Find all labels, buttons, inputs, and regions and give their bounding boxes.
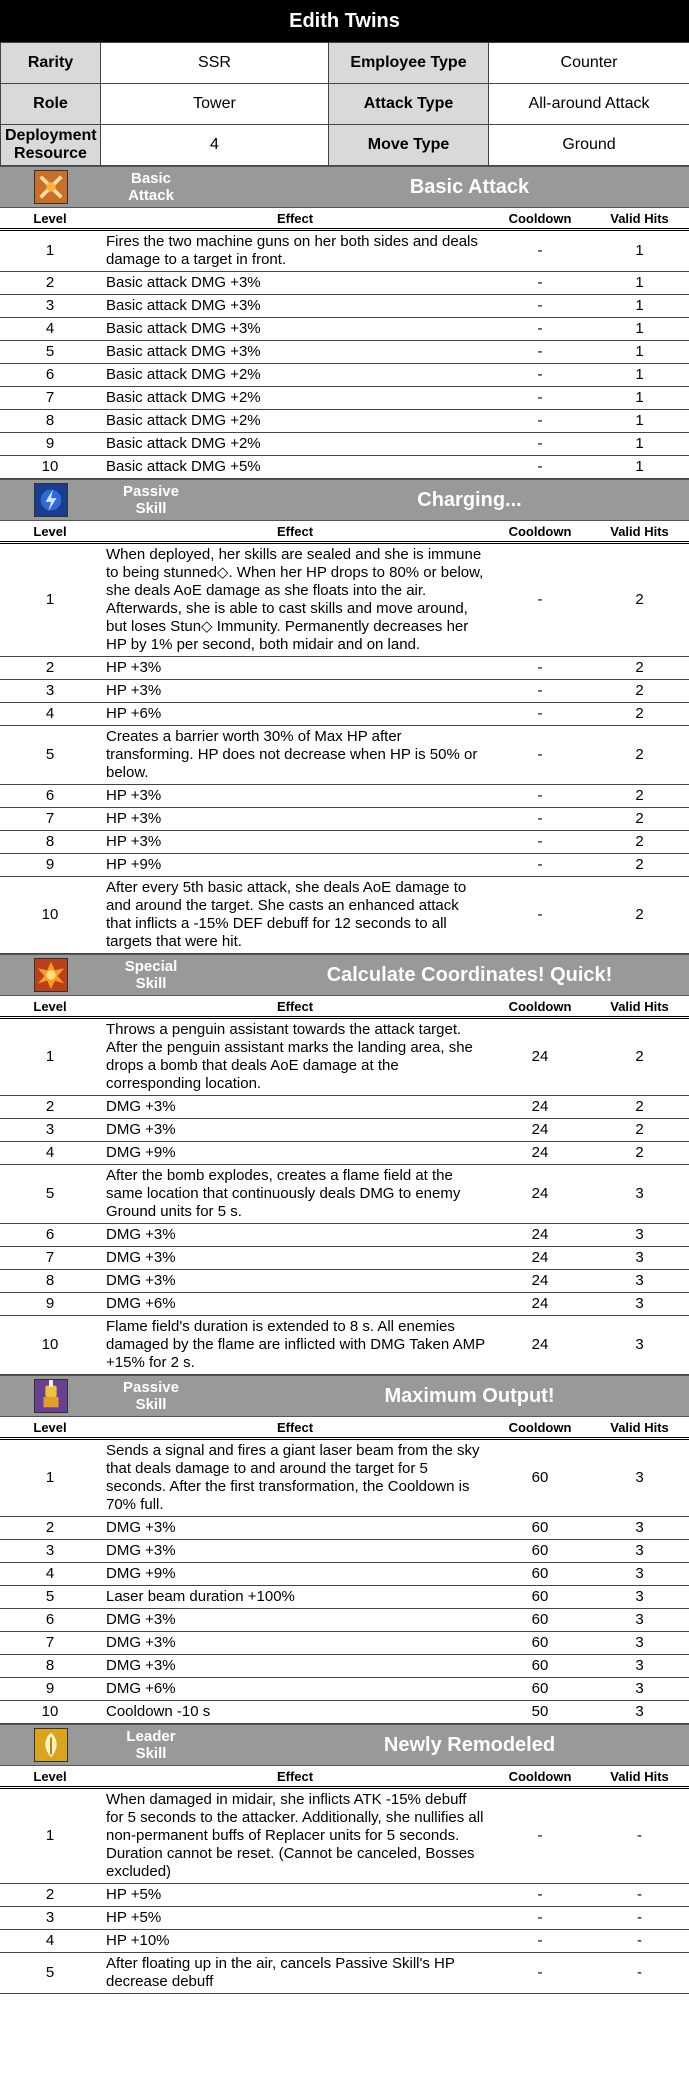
cooldown-cell: - bbox=[490, 1788, 590, 1884]
valid-hits-cell: - bbox=[590, 1884, 689, 1907]
skill-level-table bbox=[0, 996, 689, 1375]
valid-hits-cell: 2 bbox=[590, 1018, 689, 1096]
effect-cell: DMG +3% bbox=[100, 1247, 490, 1270]
valid-hits-cell: 2 bbox=[590, 543, 689, 657]
cooldown-cell: - bbox=[490, 854, 590, 877]
skill-level-table bbox=[0, 521, 689, 954]
level-column-header: Level bbox=[0, 208, 100, 230]
effect-cell: HP +9% bbox=[100, 854, 490, 877]
cooldown-cell: - bbox=[490, 272, 590, 295]
valid-hits-column-header: Valid Hits bbox=[590, 1417, 689, 1439]
skill-section bbox=[0, 479, 689, 954]
table-row bbox=[0, 1293, 689, 1316]
level-cell: 1 bbox=[0, 1788, 100, 1884]
level-column-header: Level bbox=[0, 521, 100, 543]
cooldown-column-header: Cooldown bbox=[490, 996, 590, 1018]
effect-cell: Sends a signal and fires a giant laser beam from the sky that deals damage to and around the target for 5 seconds. After the first transformation, the Cooldown is 70% full. bbox=[100, 1439, 490, 1517]
deployment-label: Deployment Resource bbox=[1, 125, 101, 166]
table-row bbox=[0, 1439, 689, 1517]
table-header-row bbox=[0, 208, 689, 230]
valid-hits-column-header: Valid Hits bbox=[590, 1766, 689, 1788]
level-cell: 1 bbox=[0, 230, 100, 272]
cooldown-cell: 60 bbox=[490, 1517, 590, 1540]
cooldown-cell: 24 bbox=[490, 1096, 590, 1119]
cooldown-cell: - bbox=[490, 877, 590, 954]
skill-type-label: Passive Skill bbox=[123, 1379, 179, 1413]
valid-hits-cell: 3 bbox=[590, 1609, 689, 1632]
cooldown-cell: - bbox=[490, 703, 590, 726]
level-cell: 10 bbox=[0, 1701, 100, 1724]
skill-level-table bbox=[0, 208, 689, 479]
level-cell: 5 bbox=[0, 341, 100, 364]
cooldown-column-header: Cooldown bbox=[490, 521, 590, 543]
valid-hits-cell: 3 bbox=[590, 1165, 689, 1224]
level-cell: 5 bbox=[0, 1165, 100, 1224]
effect-cell: Basic attack DMG +2% bbox=[100, 364, 490, 387]
valid-hits-cell: 1 bbox=[590, 272, 689, 295]
level-cell: 2 bbox=[0, 1884, 100, 1907]
effect-cell: After floating up in the air, cancels Passive Skill's HP decrease debuff bbox=[100, 1953, 490, 1994]
level-cell: 2 bbox=[0, 657, 100, 680]
table-row bbox=[0, 433, 689, 456]
level-cell: 3 bbox=[0, 1540, 100, 1563]
effect-cell: HP +3% bbox=[100, 831, 490, 854]
level-cell: 9 bbox=[0, 1293, 100, 1316]
table-row bbox=[0, 1018, 689, 1096]
skill-section bbox=[0, 166, 689, 479]
table-row bbox=[0, 230, 689, 272]
skill-name: Basic Attack bbox=[409, 176, 530, 198]
info-row bbox=[1, 84, 689, 125]
skills-container bbox=[0, 166, 689, 1994]
level-cell: 8 bbox=[0, 410, 100, 433]
valid-hits-cell: 2 bbox=[590, 1119, 689, 1142]
cooldown-cell: - bbox=[490, 808, 590, 831]
valid-hits-cell: 2 bbox=[590, 877, 689, 954]
table-row bbox=[0, 1632, 689, 1655]
cooldown-cell: 60 bbox=[490, 1540, 590, 1563]
table-row bbox=[0, 726, 689, 785]
valid-hits-cell: 1 bbox=[590, 456, 689, 479]
valid-hits-cell: 2 bbox=[590, 831, 689, 854]
leader-emblem-icon bbox=[34, 1728, 68, 1762]
valid-hits-column-header: Valid Hits bbox=[590, 208, 689, 230]
table-row bbox=[0, 831, 689, 854]
cooldown-cell: - bbox=[490, 1953, 590, 1994]
skill-header bbox=[0, 166, 689, 208]
effect-cell: HP +6% bbox=[100, 703, 490, 726]
valid-hits-cell: - bbox=[590, 1930, 689, 1953]
valid-hits-cell: 3 bbox=[590, 1563, 689, 1586]
level-cell: 7 bbox=[0, 1247, 100, 1270]
level-cell: 1 bbox=[0, 1439, 100, 1517]
table-header-row bbox=[0, 1417, 689, 1439]
cooldown-cell: 24 bbox=[490, 1247, 590, 1270]
cooldown-cell: 24 bbox=[490, 1018, 590, 1096]
effect-cell: Laser beam duration +100% bbox=[100, 1586, 490, 1609]
level-cell: 6 bbox=[0, 1609, 100, 1632]
cooldown-cell: - bbox=[490, 364, 590, 387]
cooldown-cell: - bbox=[490, 657, 590, 680]
info-row bbox=[1, 43, 689, 84]
effect-cell: DMG +3% bbox=[100, 1119, 490, 1142]
cooldown-cell: - bbox=[490, 318, 590, 341]
info-table bbox=[0, 42, 689, 166]
skill-section bbox=[0, 1375, 689, 1724]
skill-name: Maximum Output! bbox=[384, 1385, 555, 1407]
effect-cell: Basic attack DMG +2% bbox=[100, 387, 490, 410]
cooldown-cell: - bbox=[490, 433, 590, 456]
level-cell: 10 bbox=[0, 456, 100, 479]
level-column-header: Level bbox=[0, 1417, 100, 1439]
effect-cell: Cooldown -10 s bbox=[100, 1701, 490, 1724]
effect-column-header: Effect bbox=[100, 208, 490, 230]
effect-cell: DMG +9% bbox=[100, 1142, 490, 1165]
role-value: Tower bbox=[101, 84, 329, 125]
level-cell: 6 bbox=[0, 1224, 100, 1247]
level-cell: 3 bbox=[0, 680, 100, 703]
valid-hits-cell: 2 bbox=[590, 854, 689, 877]
skill-level-table bbox=[0, 1766, 689, 1994]
level-cell: 2 bbox=[0, 272, 100, 295]
level-cell: 7 bbox=[0, 1632, 100, 1655]
level-cell: 2 bbox=[0, 1517, 100, 1540]
level-cell: 10 bbox=[0, 1316, 100, 1375]
level-cell: 5 bbox=[0, 726, 100, 785]
effect-cell: When deployed, her skills are sealed and she is immune to being stunned◇. When her HP drops to 80% or below, she deals AoE damage as she floats into the air. Afterwards, she is able to cast skills and move around, but loses Stun◇ Immunity. Permanently decreases her HP by 1% per second, both midair and on land. bbox=[100, 543, 490, 657]
cooldown-cell: - bbox=[490, 341, 590, 364]
cooldown-cell: - bbox=[490, 543, 590, 657]
table-row bbox=[0, 272, 689, 295]
valid-hits-cell: 3 bbox=[590, 1540, 689, 1563]
cooldown-column-header: Cooldown bbox=[490, 1766, 590, 1788]
level-cell: 3 bbox=[0, 295, 100, 318]
valid-hits-cell: 1 bbox=[590, 410, 689, 433]
effect-column-header: Effect bbox=[100, 1766, 490, 1788]
effect-cell: Flame field's duration is extended to 8 s. All enemies damaged by the flame are inflicted with DMG Taken AMP +15% for 2 s. bbox=[100, 1316, 490, 1375]
skill-header bbox=[0, 954, 689, 996]
table-row bbox=[0, 785, 689, 808]
level-cell: 5 bbox=[0, 1953, 100, 1994]
cooldown-cell: 24 bbox=[490, 1165, 590, 1224]
table-row bbox=[0, 1701, 689, 1724]
table-row bbox=[0, 1953, 689, 1994]
level-cell: 8 bbox=[0, 1270, 100, 1293]
effect-cell: DMG +6% bbox=[100, 1678, 490, 1701]
table-row bbox=[0, 387, 689, 410]
explosion-icon bbox=[34, 958, 68, 992]
effect-cell: Basic attack DMG +3% bbox=[100, 295, 490, 318]
valid-hits-cell: 3 bbox=[590, 1247, 689, 1270]
valid-hits-cell: 2 bbox=[590, 1142, 689, 1165]
level-cell: 4 bbox=[0, 703, 100, 726]
valid-hits-cell: - bbox=[590, 1788, 689, 1884]
valid-hits-cell: 1 bbox=[590, 295, 689, 318]
valid-hits-cell: 1 bbox=[590, 364, 689, 387]
role-label: Role bbox=[1, 84, 101, 125]
cooldown-cell: - bbox=[490, 831, 590, 854]
level-column-header: Level bbox=[0, 1766, 100, 1788]
effect-cell: DMG +3% bbox=[100, 1540, 490, 1563]
effect-cell: HP +3% bbox=[100, 657, 490, 680]
table-row bbox=[0, 456, 689, 479]
level-cell: 3 bbox=[0, 1119, 100, 1142]
effect-column-header: Effect bbox=[100, 1417, 490, 1439]
effect-cell: Fires the two machine guns on her both sides and deals damage to a target in front. bbox=[100, 230, 490, 272]
level-cell: 4 bbox=[0, 1142, 100, 1165]
table-row bbox=[0, 657, 689, 680]
level-cell: 6 bbox=[0, 364, 100, 387]
valid-hits-cell: 3 bbox=[590, 1586, 689, 1609]
table-row bbox=[0, 543, 689, 657]
valid-hits-cell: 1 bbox=[590, 318, 689, 341]
level-cell: 4 bbox=[0, 1930, 100, 1953]
cooldown-cell: 60 bbox=[490, 1439, 590, 1517]
valid-hits-cell: 3 bbox=[590, 1293, 689, 1316]
table-row bbox=[0, 1678, 689, 1701]
level-cell: 1 bbox=[0, 543, 100, 657]
effect-cell: After the bomb explodes, creates a flame field at the same location that continuously deals DMG to enemy Ground units for 5 s. bbox=[100, 1165, 490, 1224]
laser-robot-icon bbox=[34, 1379, 68, 1413]
effect-cell: Basic attack DMG +2% bbox=[100, 410, 490, 433]
effect-cell: DMG +3% bbox=[100, 1517, 490, 1540]
skill-type-label: Basic Attack bbox=[128, 170, 174, 204]
table-row bbox=[0, 364, 689, 387]
cooldown-cell: - bbox=[490, 726, 590, 785]
table-row bbox=[0, 1316, 689, 1375]
effect-cell: HP +10% bbox=[100, 1930, 490, 1953]
level-cell: 8 bbox=[0, 831, 100, 854]
cooldown-column-header: Cooldown bbox=[490, 1417, 590, 1439]
level-cell: 6 bbox=[0, 785, 100, 808]
table-header-row bbox=[0, 1766, 689, 1788]
cooldown-cell: - bbox=[490, 1930, 590, 1953]
table-row bbox=[0, 680, 689, 703]
valid-hits-column-header: Valid Hits bbox=[590, 521, 689, 543]
skill-name: Newly Remodeled bbox=[383, 1734, 556, 1756]
cooldown-cell: - bbox=[490, 387, 590, 410]
effect-cell: HP +3% bbox=[100, 680, 490, 703]
table-row bbox=[0, 1096, 689, 1119]
table-row bbox=[0, 1540, 689, 1563]
level-cell: 1 bbox=[0, 1018, 100, 1096]
employee-type-value: Counter bbox=[489, 43, 689, 84]
info-row bbox=[1, 125, 689, 166]
skill-name: Charging... bbox=[417, 489, 522, 511]
skill-header bbox=[0, 1375, 689, 1417]
valid-hits-cell: 3 bbox=[590, 1655, 689, 1678]
table-row bbox=[0, 410, 689, 433]
level-cell: 3 bbox=[0, 1907, 100, 1930]
table-row bbox=[0, 1788, 689, 1884]
move-type-label: Move Type bbox=[329, 125, 489, 166]
level-cell: 4 bbox=[0, 1563, 100, 1586]
table-row bbox=[0, 1609, 689, 1632]
cooldown-column-header: Cooldown bbox=[490, 208, 590, 230]
table-row bbox=[0, 295, 689, 318]
valid-hits-cell: 2 bbox=[590, 808, 689, 831]
valid-hits-cell: 3 bbox=[590, 1701, 689, 1724]
level-cell: 8 bbox=[0, 1655, 100, 1678]
cooldown-cell: - bbox=[490, 680, 590, 703]
page-title: Edith Twins bbox=[0, 0, 689, 42]
valid-hits-cell: - bbox=[590, 1953, 689, 1994]
table-row bbox=[0, 1907, 689, 1930]
table-row bbox=[0, 1224, 689, 1247]
table-row bbox=[0, 1563, 689, 1586]
level-cell: 10 bbox=[0, 877, 100, 954]
skill-level-table bbox=[0, 1417, 689, 1724]
level-cell: 7 bbox=[0, 387, 100, 410]
effect-cell: DMG +3% bbox=[100, 1270, 490, 1293]
rarity-value: SSR bbox=[101, 43, 329, 84]
level-cell: 9 bbox=[0, 433, 100, 456]
effect-cell: HP +5% bbox=[100, 1907, 490, 1930]
cooldown-cell: 24 bbox=[490, 1142, 590, 1165]
valid-hits-cell: 1 bbox=[590, 230, 689, 272]
cooldown-cell: 60 bbox=[490, 1586, 590, 1609]
cooldown-cell: 24 bbox=[490, 1293, 590, 1316]
table-header-row bbox=[0, 996, 689, 1018]
valid-hits-cell: 2 bbox=[590, 726, 689, 785]
table-row bbox=[0, 1142, 689, 1165]
table-row bbox=[0, 703, 689, 726]
effect-cell: DMG +3% bbox=[100, 1632, 490, 1655]
move-type-value: Ground bbox=[489, 125, 689, 166]
effect-cell: Basic attack DMG +2% bbox=[100, 433, 490, 456]
table-row bbox=[0, 877, 689, 954]
cooldown-cell: - bbox=[490, 410, 590, 433]
table-row bbox=[0, 1165, 689, 1224]
effect-cell: HP +3% bbox=[100, 785, 490, 808]
cooldown-cell: 60 bbox=[490, 1609, 590, 1632]
cooldown-cell: - bbox=[490, 785, 590, 808]
level-cell: 9 bbox=[0, 854, 100, 877]
skill-type-label: Special Skill bbox=[124, 958, 178, 992]
effect-cell: Basic attack DMG +5% bbox=[100, 456, 490, 479]
level-cell: 9 bbox=[0, 1678, 100, 1701]
cooldown-cell: - bbox=[490, 1884, 590, 1907]
attack-type-label: Attack Type bbox=[329, 84, 489, 125]
cooldown-cell: 60 bbox=[490, 1563, 590, 1586]
cooldown-cell: 24 bbox=[490, 1316, 590, 1375]
skill-section bbox=[0, 954, 689, 1375]
valid-hits-cell: - bbox=[590, 1907, 689, 1930]
level-column-header: Level bbox=[0, 996, 100, 1018]
effect-cell: HP +5% bbox=[100, 1884, 490, 1907]
effect-cell: Basic attack DMG +3% bbox=[100, 272, 490, 295]
effect-cell: When damaged in midair, she inflicts ATK -15% debuff for 5 seconds to the attacker. Additionally, she nullifies all non-permanent buffs of Replacer units for 5 seconds. Duration cannot be reset. (Cannot be canceled, Bosses excluded) bbox=[100, 1788, 490, 1884]
skill-type-label: Leader Skill bbox=[126, 1728, 176, 1762]
valid-hits-cell: 3 bbox=[590, 1316, 689, 1375]
effect-cell: DMG +9% bbox=[100, 1563, 490, 1586]
level-cell: 5 bbox=[0, 1586, 100, 1609]
table-header-row bbox=[0, 521, 689, 543]
skill-type-label: Passive Skill bbox=[123, 483, 179, 517]
cooldown-cell: - bbox=[490, 456, 590, 479]
effect-cell: Creates a barrier worth 30% of Max HP after transforming. HP does not decrease when HP is 50% or below. bbox=[100, 726, 490, 785]
deployment-value: 4 bbox=[101, 125, 329, 166]
skill-section bbox=[0, 1724, 689, 1994]
table-row bbox=[0, 1930, 689, 1953]
cooldown-cell: 24 bbox=[490, 1119, 590, 1142]
table-row bbox=[0, 1586, 689, 1609]
cooldown-cell: 60 bbox=[490, 1655, 590, 1678]
cooldown-cell: 60 bbox=[490, 1678, 590, 1701]
charging-icon bbox=[34, 483, 68, 517]
effect-cell: Basic attack DMG +3% bbox=[100, 318, 490, 341]
crossed-guns-icon bbox=[34, 170, 68, 204]
table-row bbox=[0, 1247, 689, 1270]
valid-hits-cell: 1 bbox=[590, 387, 689, 410]
effect-cell: HP +3% bbox=[100, 808, 490, 831]
valid-hits-cell: 2 bbox=[590, 785, 689, 808]
cooldown-cell: - bbox=[490, 295, 590, 318]
effect-cell: DMG +3% bbox=[100, 1609, 490, 1632]
effect-cell: Basic attack DMG +3% bbox=[100, 341, 490, 364]
cooldown-cell: 24 bbox=[490, 1224, 590, 1247]
valid-hits-cell: 3 bbox=[590, 1224, 689, 1247]
table-row bbox=[0, 341, 689, 364]
effect-cell: DMG +6% bbox=[100, 1293, 490, 1316]
rarity-label: Rarity bbox=[1, 43, 101, 84]
effect-cell: DMG +3% bbox=[100, 1224, 490, 1247]
skill-name: Calculate Coordinates! Quick! bbox=[326, 964, 613, 986]
table-row bbox=[0, 854, 689, 877]
effect-cell: After every 5th basic attack, she deals AoE damage to and around the target. She casts an enhanced attack that inflicts a -15% DEF debuff for 12 seconds to all targets that were hit. bbox=[100, 877, 490, 954]
table-row bbox=[0, 318, 689, 341]
employee-type-label: Employee Type bbox=[329, 43, 489, 84]
valid-hits-cell: 3 bbox=[590, 1439, 689, 1517]
valid-hits-column-header: Valid Hits bbox=[590, 996, 689, 1018]
table-row bbox=[0, 1119, 689, 1142]
level-cell: 2 bbox=[0, 1096, 100, 1119]
valid-hits-cell: 2 bbox=[590, 657, 689, 680]
table-row bbox=[0, 808, 689, 831]
valid-hits-cell: 2 bbox=[590, 680, 689, 703]
cooldown-cell: - bbox=[490, 1907, 590, 1930]
effect-column-header: Effect bbox=[100, 521, 490, 543]
table-row bbox=[0, 1270, 689, 1293]
valid-hits-cell: 3 bbox=[590, 1678, 689, 1701]
table-row bbox=[0, 1884, 689, 1907]
effect-cell: Throws a penguin assistant towards the attack target. After the penguin assistant marks the landing area, she drops a bomb that deals AoE damage at the corresponding location. bbox=[100, 1018, 490, 1096]
effect-cell: DMG +3% bbox=[100, 1655, 490, 1678]
valid-hits-cell: 1 bbox=[590, 433, 689, 456]
valid-hits-cell: 1 bbox=[590, 341, 689, 364]
table-row bbox=[0, 1655, 689, 1678]
level-cell: 7 bbox=[0, 808, 100, 831]
effect-cell: DMG +3% bbox=[100, 1096, 490, 1119]
cooldown-cell: - bbox=[490, 230, 590, 272]
cooldown-cell: 60 bbox=[490, 1632, 590, 1655]
level-cell: 4 bbox=[0, 318, 100, 341]
valid-hits-cell: 3 bbox=[590, 1270, 689, 1293]
valid-hits-cell: 2 bbox=[590, 1096, 689, 1119]
table-row bbox=[0, 1517, 689, 1540]
valid-hits-cell: 3 bbox=[590, 1632, 689, 1655]
valid-hits-cell: 3 bbox=[590, 1517, 689, 1540]
effect-column-header: Effect bbox=[100, 996, 490, 1018]
skill-header bbox=[0, 1724, 689, 1766]
skill-header bbox=[0, 479, 689, 521]
cooldown-cell: 50 bbox=[490, 1701, 590, 1724]
cooldown-cell: 24 bbox=[490, 1270, 590, 1293]
attack-type-value: All-around Attack bbox=[489, 84, 689, 125]
valid-hits-cell: 2 bbox=[590, 703, 689, 726]
